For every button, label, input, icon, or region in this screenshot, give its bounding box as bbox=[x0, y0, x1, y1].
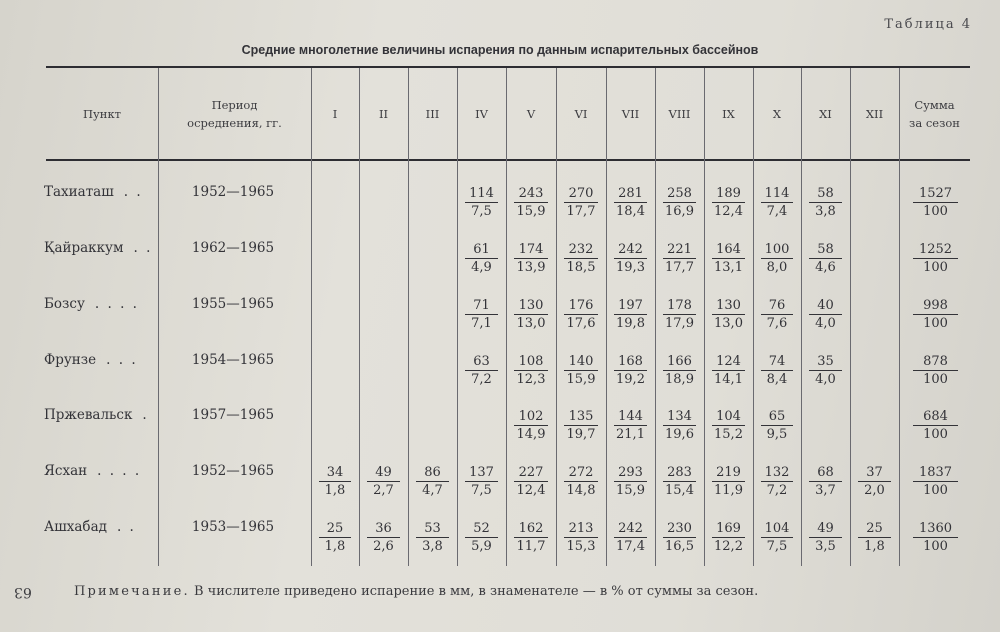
evaporation-value-cell: $\frac{74}{8,4}$ bbox=[761, 354, 793, 388]
evaporation-value-cell: $\frac{52}{5,9}$ bbox=[465, 521, 498, 555]
evaporation-value-cell: $\frac{221}{17,7}$ bbox=[663, 242, 696, 276]
evaporation-value-cell: $\frac{176}{17,6}$ bbox=[564, 298, 598, 332]
evaporation-value-cell: $\frac{58}{4,6}$ bbox=[809, 242, 842, 276]
column-divider bbox=[457, 68, 458, 566]
footnote bbox=[74, 584, 758, 599]
page-number: 63 bbox=[14, 584, 32, 600]
evaporation-value-cell: $\frac{65}{9,5}$ bbox=[761, 409, 793, 443]
season-sum-cell: $\frac{1252}{100}$ bbox=[913, 242, 958, 276]
season-sum-cell: $\frac{1527}{100}$ bbox=[913, 186, 958, 220]
evaporation-value-cell: $\frac{114}{7,5}$ bbox=[465, 186, 498, 220]
column-divider bbox=[655, 68, 656, 566]
column-divider bbox=[556, 68, 557, 566]
row-period: 1957—1965 bbox=[191, 407, 275, 423]
evaporation-value-cell: $\frac{281}{18,4}$ bbox=[614, 186, 647, 220]
evaporation-value-cell: $\frac{130}{13,0}$ bbox=[712, 298, 745, 332]
season-sum-cell: $\frac{1360}{100}$ bbox=[913, 521, 958, 555]
evaporation-value-cell: $\frac{232}{18,5}$ bbox=[564, 242, 598, 276]
row-station-name: Қайраккум . . bbox=[44, 240, 153, 256]
evaporation-value-cell: $\frac{49}{2,7}$ bbox=[367, 465, 400, 499]
column-divider bbox=[408, 68, 409, 566]
evaporation-value-cell: $\frac{242}{17,4}$ bbox=[614, 521, 647, 555]
column-divider bbox=[753, 68, 754, 566]
season-sum-cell: $\frac{998}{100}$ bbox=[913, 298, 958, 332]
header-month-12: XII bbox=[865, 107, 884, 121]
column-divider bbox=[899, 68, 900, 566]
row-period: 1962—1965 bbox=[191, 240, 275, 256]
evaporation-value-cell: $\frac{213}{15,3}$ bbox=[564, 521, 598, 555]
evaporation-value-cell: $\frac{53}{3,8}$ bbox=[416, 521, 449, 555]
header-month-2: II bbox=[378, 107, 389, 121]
evaporation-value-cell: $\frac{272}{14,8}$ bbox=[564, 465, 598, 499]
evaporation-value-cell: $\frac{25}{1,8}$ bbox=[858, 521, 891, 555]
table-title: Средние многолетние величины испарения по данным испарительных бассейнов bbox=[241, 43, 759, 57]
evaporation-value-cell: $\frac{68}{3,7}$ bbox=[809, 465, 842, 499]
column-divider bbox=[359, 68, 360, 566]
row-station-name: Тахиаташ . . bbox=[44, 184, 143, 200]
header-month-7: VII bbox=[621, 107, 640, 121]
evaporation-value-cell: $\frac{283}{15,4}$ bbox=[663, 465, 696, 499]
evaporation-value-cell: $\frac{197}{19,8}$ bbox=[614, 298, 647, 332]
evaporation-value-cell: $\frac{49}{3,5}$ bbox=[809, 521, 842, 555]
season-sum-cell: $\frac{878}{100}$ bbox=[913, 354, 958, 388]
evaporation-value-cell: $\frac{242}{19,3}$ bbox=[614, 242, 647, 276]
evaporation-value-cell: $\frac{132}{7,2}$ bbox=[761, 465, 793, 499]
evaporation-value-cell: $\frac{227}{12,4}$ bbox=[514, 465, 548, 499]
header-month-9: IX bbox=[722, 107, 735, 121]
column-divider bbox=[506, 68, 507, 566]
header-month-8: VIII bbox=[668, 107, 691, 121]
row-period: 1952—1965 bbox=[191, 463, 275, 479]
header-sum: Сумма за сезон bbox=[909, 98, 960, 130]
evaporation-value-cell: $\frac{230}{16,5}$ bbox=[663, 521, 696, 555]
header-month-1: I bbox=[332, 107, 338, 121]
header-month-10: X bbox=[772, 107, 782, 121]
header-point: Пункт bbox=[82, 107, 121, 121]
evaporation-value-cell: $\frac{124}{14,1}$ bbox=[712, 354, 745, 388]
evaporation-value-cell: $\frac{144}{21,1}$ bbox=[614, 409, 647, 443]
column-divider bbox=[850, 68, 851, 566]
evaporation-value-cell: $\frac{108}{12,3}$ bbox=[514, 354, 548, 388]
header-month-5: V bbox=[526, 107, 536, 121]
evaporation-value-cell: $\frac{258}{16,9}$ bbox=[663, 186, 696, 220]
evaporation-value-cell: $\frac{100}{8,0}$ bbox=[761, 242, 793, 276]
evaporation-value-cell: $\frac{135}{19,7}$ bbox=[564, 409, 598, 443]
header-month-4: IV bbox=[475, 107, 488, 121]
column-divider bbox=[311, 68, 312, 566]
evaporation-value-cell: $\frac{169}{12,2}$ bbox=[712, 521, 745, 555]
row-period: 1955—1965 bbox=[191, 296, 275, 312]
evaporation-value-cell: $\frac{58}{3,8}$ bbox=[809, 186, 842, 220]
column-divider bbox=[801, 68, 802, 566]
evaporation-value-cell: $\frac{36}{2,6}$ bbox=[367, 521, 400, 555]
evaporation-value-cell: $\frac{140}{15,9}$ bbox=[564, 354, 598, 388]
evaporation-value-cell: $\frac{164}{13,1}$ bbox=[712, 242, 745, 276]
evaporation-value-cell: $\frac{86}{4,7}$ bbox=[416, 465, 449, 499]
table-label: Таблица 4 bbox=[884, 17, 972, 32]
evaporation-value-cell: $\frac{189}{12,4}$ bbox=[712, 186, 745, 220]
evaporation-value-cell: $\frac{243}{15,9}$ bbox=[514, 186, 548, 220]
evaporation-value-cell: $\frac{61}{4,9}$ bbox=[465, 242, 498, 276]
evaporation-value-cell: $\frac{137}{7,5}$ bbox=[465, 465, 498, 499]
season-sum-cell: $\frac{1837}{100}$ bbox=[913, 465, 958, 499]
header-month-11: XI bbox=[819, 107, 832, 121]
header-period: Период осреднения, гг. bbox=[187, 98, 282, 130]
header-month-3: III bbox=[425, 107, 440, 121]
evaporation-value-cell: $\frac{34}{1,8}$ bbox=[319, 465, 351, 499]
row-station-name: Ясхан . . . . bbox=[44, 463, 142, 479]
row-station-name: Фрунзе . . . bbox=[44, 352, 138, 368]
evaporation-value-cell: $\frac{178}{17,9}$ bbox=[663, 298, 696, 332]
footnote-text: В числителе приведено испарение в мм, в знаменателе — в % от суммы за сезон. bbox=[189, 584, 759, 599]
row-period: 1954—1965 bbox=[191, 352, 275, 368]
evaporation-value-cell: $\frac{63}{7,2}$ bbox=[465, 354, 498, 388]
row-period: 1952—1965 bbox=[191, 184, 275, 200]
evaporation-value-cell: $\frac{166}{18,9}$ bbox=[663, 354, 696, 388]
evaporation-value-cell: $\frac{219}{11,9}$ bbox=[712, 465, 745, 499]
evaporation-value-cell: $\frac{25}{1,8}$ bbox=[319, 521, 351, 555]
season-sum-cell: $\frac{684}{100}$ bbox=[913, 409, 958, 443]
footnote-label: Примечание. bbox=[74, 584, 190, 599]
column-divider bbox=[158, 68, 159, 566]
evaporation-value-cell: $\frac{37}{2,0}$ bbox=[858, 465, 891, 499]
evaporation-value-cell: $\frac{114}{7,4}$ bbox=[761, 186, 793, 220]
evaporation-value-cell: $\frac{293}{15,9}$ bbox=[614, 465, 647, 499]
evaporation-value-cell: $\frac{174}{13,9}$ bbox=[514, 242, 548, 276]
evaporation-value-cell: $\frac{270}{17,7}$ bbox=[564, 186, 598, 220]
evaporation-value-cell: $\frac{104}{7,5}$ bbox=[761, 521, 793, 555]
evaporation-value-cell: $\frac{71}{7,1}$ bbox=[465, 298, 498, 332]
row-station-name: Ашхабад . . bbox=[44, 519, 136, 535]
header-month-6: VI bbox=[574, 107, 588, 121]
evaporation-value-cell: $\frac{76}{7,6}$ bbox=[761, 298, 793, 332]
evaporation-value-cell: $\frac{162}{11,7}$ bbox=[514, 521, 548, 555]
evaporation-value-cell: $\frac{104}{15,2}$ bbox=[712, 409, 745, 443]
evaporation-value-cell: $\frac{134}{19,6}$ bbox=[663, 409, 696, 443]
column-divider bbox=[606, 68, 607, 566]
evaporation-value-cell: $\frac{40}{4,0}$ bbox=[809, 298, 842, 332]
row-station-name: Бозсу . . . . bbox=[44, 296, 139, 312]
evaporation-value-cell: $\frac{35}{4,0}$ bbox=[809, 354, 842, 388]
evaporation-value-cell: $\frac{130}{13,0}$ bbox=[514, 298, 548, 332]
evaporation-value-cell: $\frac{168}{19,2}$ bbox=[614, 354, 647, 388]
evaporation-value-cell: $\frac{102}{14,9}$ bbox=[514, 409, 548, 443]
row-station-name: Пржевальск . bbox=[44, 407, 149, 423]
column-divider bbox=[704, 68, 705, 566]
row-period: 1953—1965 bbox=[191, 519, 275, 535]
